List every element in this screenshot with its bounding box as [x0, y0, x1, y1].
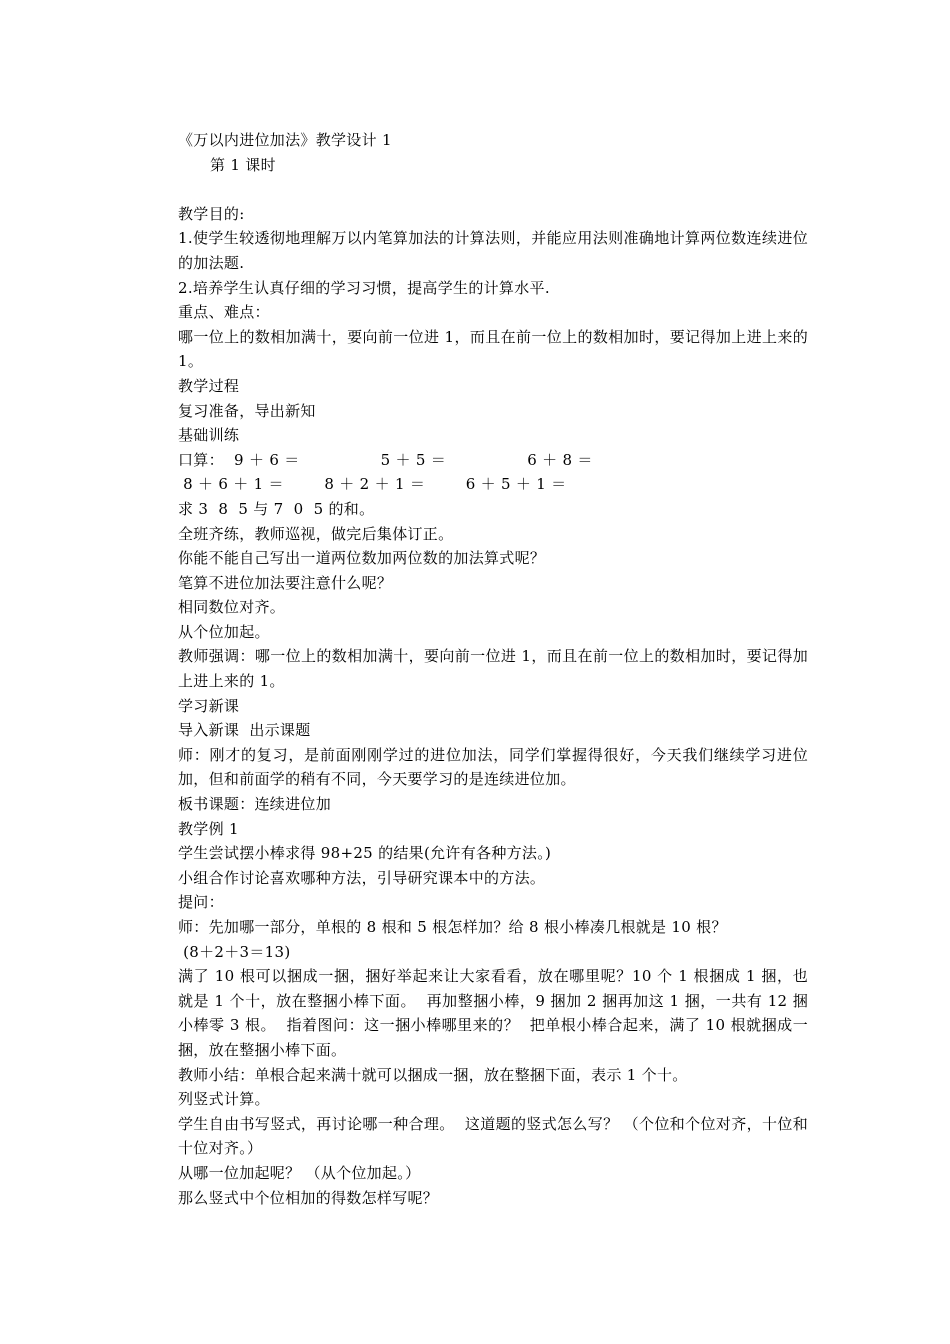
paragraph: 教学例 1: [178, 819, 239, 838]
paragraph: 从个位加起。: [178, 622, 270, 641]
paragraph: 8 ＋ 6 ＋ 1 ＝ 8 ＋ 2 ＋ 1 ＝ 6 ＋ 5 ＋ 1 ＝: [178, 475, 567, 494]
paragraph: 相同数位对齐。: [178, 598, 286, 617]
document-body: [178, 128, 814, 1210]
paragraph: 板书课题：连续进位加: [178, 795, 332, 814]
paragraph: 导入新课 出示课题: [178, 721, 311, 740]
paragraph: 教师小结：单根合起来满十就可以捆成一捆，放在整捆下面，表示 1 个十。: [178, 1065, 688, 1084]
paragraph: 笔算不进位加法要注意什么呢？: [178, 573, 393, 592]
paragraph: 1.使学生较透彻地理解万以内笔算加法的计算法则，并能应用法则准确地计算两位数连续进位的加法题.: [178, 229, 808, 272]
paragraph: 满了 10 根可以捆成一捆，捆好举起来让大家看看，放在哪里呢？10 个 1 根捆成 1 捆，也就是 1 个十，放在整捆小棒下面。 再加整捆小棒，9 捆加 2 捆再加这 1 捆，一共有 12 捆小棒零 3 根。 指着图问：这一捆小棒哪里来的？ 把单根小棒合起来，满了 10 根就捆成一捆，放在整捆小棒下面。: [178, 967, 808, 1059]
paragraph: 求 3 8 5 与 7 0 5 的和。: [178, 499, 375, 518]
paragraph: 复习准备，导出新知: [178, 401, 316, 420]
paragraph: 基础训练: [178, 426, 240, 445]
paragraph: 你能不能自己写出一道两位数加两位数的加法算式呢？: [178, 549, 546, 568]
paragraph: 列竖式计算。: [178, 1090, 270, 1109]
blank-line: [178, 177, 808, 202]
paragraph: 师：先加哪一部分，单根的 8 根和 5 根怎样加？给 8 根小棒凑几根就是 10 根？: [178, 918, 727, 936]
paragraph: 教学过程: [178, 376, 240, 395]
lesson-number: 第 1 课时: [210, 155, 276, 174]
paragraph: 口算： 9 ＋ 6 ＝ 5 ＋ 5 ＝ 6 ＋ 8 ＝: [178, 450, 593, 469]
paragraph-list: [178, 202, 814, 1210]
paragraph: 小组合作讨论喜欢哪种方法，引导研究课本中的方法。: [178, 868, 546, 887]
paragraph: 重点、难点：: [178, 303, 270, 322]
paragraph: 学习新课: [178, 696, 240, 715]
document-title: 《万以内进位加法》教学设计 1: [178, 131, 392, 149]
paragraph: 教师强调：哪一位上的数相加满十，要向前一位进 1，而且在前一位上的数相加时，要记得加上进上来的 1。: [178, 647, 808, 691]
paragraph: 从哪一位加起呢？ （从个位加起。）: [178, 1163, 421, 1182]
paragraph: 教学目的:: [178, 204, 245, 223]
paragraph: 那么竖式中个位相加的得数怎样写呢？: [178, 1188, 439, 1207]
paragraph: 提问：: [178, 893, 224, 912]
paragraph: 学生自由书写竖式，再讨论哪一种合理。 这道题的竖式怎么写？ （个位和个位对齐，十位和十位对齐。）: [178, 1114, 808, 1158]
paragraph: 2.培养学生认真仔细的学习习惯，提高学生的计算水平.: [178, 278, 550, 297]
paragraph: 全班齐练，教师巡视，做完后集体订正。: [178, 524, 454, 543]
paragraph: 学生尝试摆小棒求得 98+25 的结果(允许有各种方法。): [178, 844, 552, 863]
paragraph: (8＋2＋3＝13): [178, 942, 291, 961]
paragraph: 师：刚才的复习，是前面刚刚学过的进位加法，同学们掌握得很好，今天我们继续学习进位加，但和前面学的稍有不同，今天要学习的是连续进位加。: [178, 745, 808, 789]
paragraph: 哪一位上的数相加满十，要向前一位进 1，而且在前一位上的数相加时，要记得加上进上来的 1。: [178, 327, 814, 371]
